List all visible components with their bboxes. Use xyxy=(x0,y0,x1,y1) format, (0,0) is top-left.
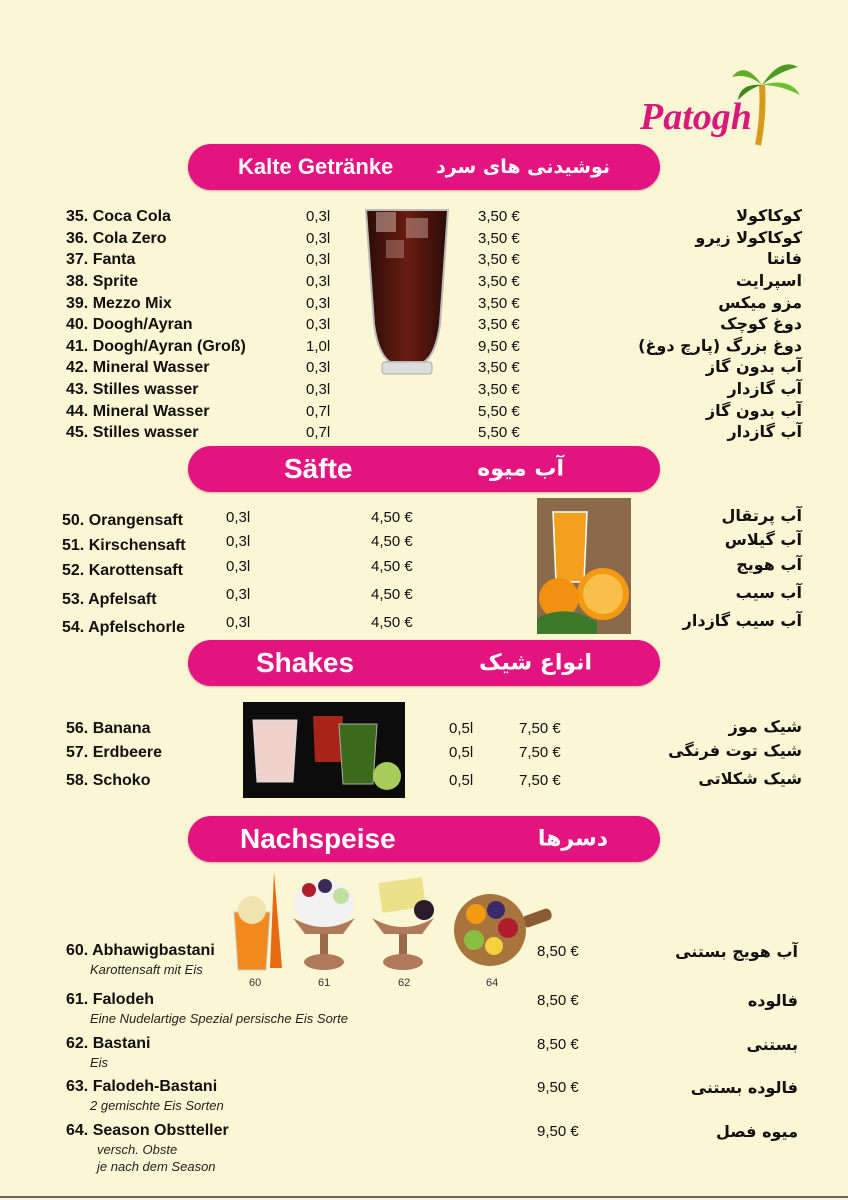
dessert-image-caption: 61 xyxy=(318,977,331,989)
section-title-fa: آب میوه xyxy=(477,456,564,482)
menu-item-name-fa: آب گازدار xyxy=(727,422,802,441)
menu-item-price: 3,50 € xyxy=(478,208,520,225)
dessert-image-caption: 60 xyxy=(249,977,262,989)
menu-item-name: 36. Cola Zero xyxy=(66,230,167,247)
menu-item-name-fa: مزو میکس xyxy=(718,293,802,312)
dessert-image-caption: 62 xyxy=(398,977,411,989)
menu-item-description-2: je nach dem Season xyxy=(97,1159,216,1174)
menu-item-price: 3,50 € xyxy=(478,359,520,376)
menu-item-name: 56. Banana xyxy=(66,720,151,737)
menu-item-name: 44. Mineral Wasser xyxy=(66,403,210,420)
menu-item-volume: 0,3l xyxy=(306,381,331,398)
menu-item-price: 7,50 € xyxy=(519,720,561,737)
menu-item-description: Eine Nudelartige Spezial persische Eis Sorte xyxy=(90,1011,348,1026)
menu-item-name-fa: شیک شکلاتی xyxy=(698,769,802,788)
menu-item-name-fa: آب بدون گاز xyxy=(705,357,802,376)
menu-item-price: 5,50 € xyxy=(478,424,520,441)
shakes-image xyxy=(243,702,405,798)
menu-item-price: 9,50 € xyxy=(537,1079,579,1096)
section-title-fa: نوشیدنی های سرد xyxy=(435,156,610,178)
menu-item-price: 8,50 € xyxy=(537,992,579,1009)
cola-glass-image xyxy=(362,204,452,378)
menu-item-price: 4,50 € xyxy=(371,586,413,603)
menu-item-name-fa: فانتا xyxy=(766,249,802,268)
menu-item-price: 3,50 € xyxy=(478,316,520,333)
menu-item-name-fa: آب هویج xyxy=(736,555,802,574)
menu-item-name-fa: میوه فصل xyxy=(715,1122,798,1141)
menu-item-name: 37. Fanta xyxy=(66,251,136,268)
menu-item-volume: 0,3l xyxy=(306,273,331,290)
menu-item-name-fa: آب پرتقال xyxy=(721,506,802,525)
menu-item-volume: 0,5l xyxy=(449,720,474,737)
menu-item-name-fa: شیک توت فرنگی xyxy=(668,741,802,760)
menu-item-volume: 0,3l xyxy=(226,509,251,526)
orange-juice-image xyxy=(537,498,631,634)
section-header-saefte xyxy=(188,446,660,492)
menu-item-price: 8,50 € xyxy=(537,1036,579,1053)
menu-item-name: 43. Stilles wasser xyxy=(66,381,199,398)
section-title-de: Shakes xyxy=(256,647,355,678)
menu-item-name: 54. Apfelschorle xyxy=(62,619,186,636)
menu-item-price: 3,50 € xyxy=(478,381,520,398)
menu-item-name-fa: اسپرایت xyxy=(735,271,802,290)
dessert-image-60 xyxy=(230,872,286,972)
menu-item-volume: 0,3l xyxy=(306,316,331,333)
bottom-divider xyxy=(0,1196,848,1198)
menu-item-name-fa: آب هویج بستنی xyxy=(675,942,798,961)
menu-item-price: 3,50 € xyxy=(478,230,520,247)
menu-item-price: 5,50 € xyxy=(478,403,520,420)
menu-item-volume: 0,3l xyxy=(306,359,331,376)
menu-item-name: 62. Bastani xyxy=(66,1035,151,1052)
menu-item-description: 2 gemischte Eis Sorten xyxy=(90,1098,224,1113)
section-title-fa: دسرها xyxy=(537,826,608,852)
menu-item-volume: 0,3l xyxy=(226,558,251,575)
menu-item-volume: 0,3l xyxy=(306,295,331,312)
menu-item-volume: 0,5l xyxy=(449,744,474,761)
menu-item-description: Karottensaft mit Eis xyxy=(90,962,203,977)
section-header-kalte xyxy=(188,144,660,190)
menu-item-name-fa: آب سیب xyxy=(735,583,802,602)
menu-item-name: 39. Mezzo Mix xyxy=(66,295,172,312)
menu-item-description: versch. Obste xyxy=(97,1142,178,1157)
menu-item-volume: 0,3l xyxy=(306,251,331,268)
menu-item-name: 57. Erdbeere xyxy=(66,744,163,761)
menu-item-price: 4,50 € xyxy=(371,533,413,550)
menu-item-name: 63. Falodeh-Bastani xyxy=(66,1078,218,1095)
menu-item-name: 58. Schoko xyxy=(66,772,151,789)
menu-item-name: 50. Orangensaft xyxy=(62,512,183,529)
menu-item-price: 4,50 € xyxy=(371,558,413,575)
menu-item-name: 38. Sprite xyxy=(66,273,139,290)
menu-item-name: 40. Doogh/Ayran xyxy=(66,316,193,333)
menu-item-name-fa: فالوده بستنی xyxy=(690,1078,798,1097)
menu-item-name: 35. Coca Cola xyxy=(66,208,171,225)
menu-item-name-fa: آب گیلاس xyxy=(724,530,802,549)
logo-text: Patogh xyxy=(640,96,752,138)
menu-item-name: 41. Doogh/Ayran (Groß) xyxy=(66,338,246,355)
menu-item-name-fa: آب سیب گازدار xyxy=(682,611,802,630)
menu-item-price: 9,50 € xyxy=(478,338,520,355)
menu-item-volume: 0,5l xyxy=(449,772,474,789)
patogh-logo xyxy=(640,55,810,150)
menu-item-volume: 0,3l xyxy=(226,586,251,603)
section-title-de: Säfte xyxy=(284,453,353,484)
menu-item-volume: 0,7l xyxy=(306,424,331,441)
menu-item-name: 53. Apfelsaft xyxy=(62,591,157,608)
menu-item-price: 7,50 € xyxy=(519,772,561,789)
menu-item-name-fa: فالوده xyxy=(747,991,798,1010)
menu-item-name: 64. Season Obstteller xyxy=(66,1122,229,1139)
dessert-image-62 xyxy=(368,874,438,974)
menu-item-name-fa: کوکاکولا زیرو xyxy=(695,228,802,247)
menu-item-price: 8,50 € xyxy=(537,943,579,960)
section-title-fa: انواع شیک xyxy=(479,650,592,676)
dessert-image-caption: 64 xyxy=(486,977,499,989)
section-header-nachspeise xyxy=(188,816,660,862)
menu-item-volume: 0,7l xyxy=(306,403,331,420)
menu-item-name-fa: دوغ بزرگ (پارچ دوغ) xyxy=(638,336,802,355)
menu-item-name-fa: دوغ کوچک xyxy=(720,314,802,333)
menu-item-price: 3,50 € xyxy=(478,273,520,290)
menu-item-price: 3,50 € xyxy=(478,251,520,268)
menu-item-volume: 0,3l xyxy=(226,533,251,550)
menu-item-price: 3,50 € xyxy=(478,295,520,312)
menu-item-description: Eis xyxy=(90,1055,109,1070)
menu-item-name: 42. Mineral Wasser xyxy=(66,359,210,376)
section-header-shakes xyxy=(188,640,660,686)
menu-item-name: 52. Karottensaft xyxy=(62,562,183,579)
menu-item-price: 9,50 € xyxy=(537,1123,579,1140)
menu-item-price: 4,50 € xyxy=(371,509,413,526)
menu-item-name: 51. Kirschensaft xyxy=(62,537,186,554)
menu-item-volume: 0,3l xyxy=(306,208,331,225)
section-title-de: Nachspeise xyxy=(240,823,396,854)
menu-item-price: 4,50 € xyxy=(371,614,413,631)
menu-item-name-fa: کوکاکولا xyxy=(736,206,802,225)
dessert-image-61 xyxy=(287,874,361,974)
menu-item-name-fa: بستنی xyxy=(746,1035,798,1054)
menu-item-name-fa: شیک موز xyxy=(728,717,802,736)
menu-item-volume: 0,3l xyxy=(226,614,251,631)
menu-item-name-fa: آب گازدار xyxy=(727,379,802,398)
menu-item-volume: 0,3l xyxy=(306,230,331,247)
menu-item-name: 60. Abhawigbastani xyxy=(66,942,215,959)
menu-item-name-fa: آب بدون گاز xyxy=(705,401,802,420)
menu-item-name: 45. Stilles wasser xyxy=(66,424,199,441)
menu-item-name: 61. Falodeh xyxy=(66,991,155,1008)
menu-item-price: 7,50 € xyxy=(519,744,561,761)
section-title-de: Kalte Getränke xyxy=(238,154,394,179)
menu-item-volume: 1,0l xyxy=(306,338,331,355)
